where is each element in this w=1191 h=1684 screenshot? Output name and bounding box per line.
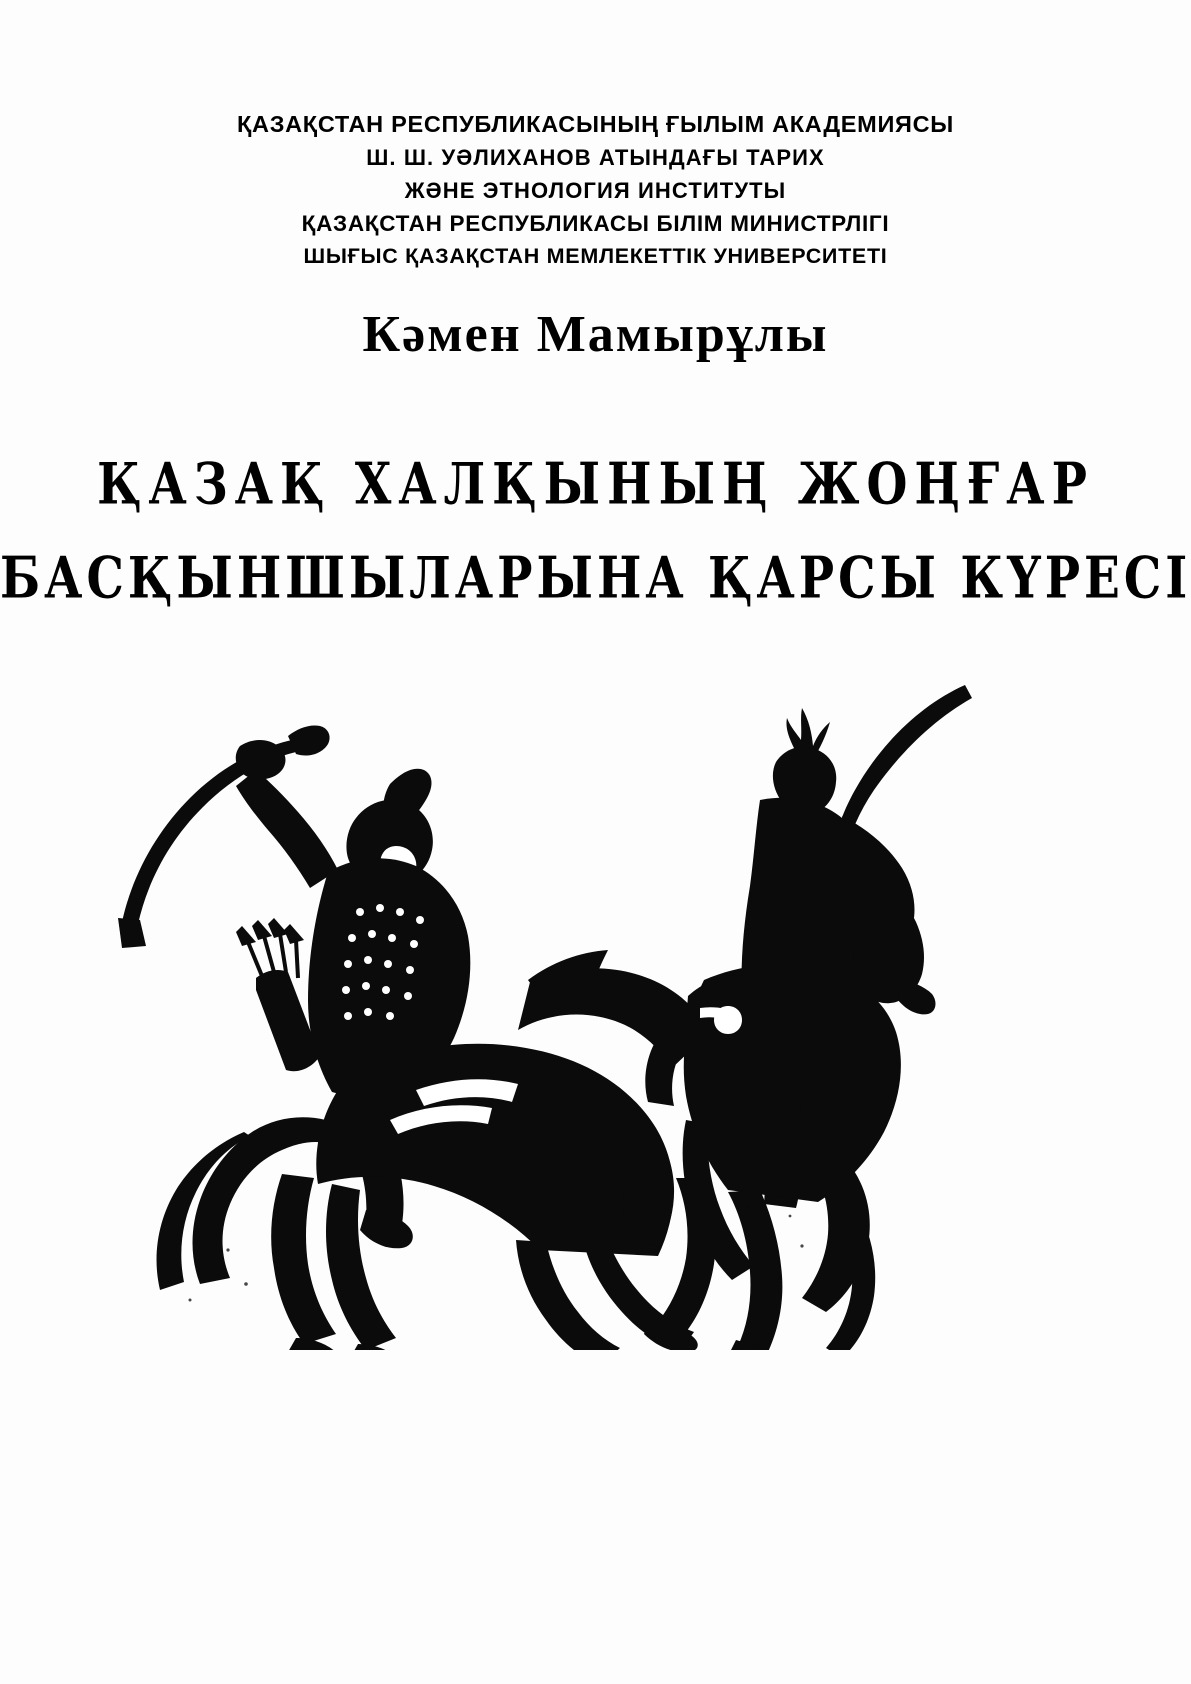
page-title [0, 440, 1191, 613]
affiliation-line-2: Ш. Ш. УӘЛИХАНОВ АТЫНДАҒЫ ТАРИХ [366, 145, 825, 170]
title-line-2: БАСҚЫНШЫЛАРЫНА ҚАРСЫ КҮРЕСІ [0, 544, 1191, 613]
author-name: Кәмен Мамырұлы [362, 306, 829, 363]
affiliation-line-1: ҚАЗАҚСТАН РЕСПУБЛИКАСЫНЫҢ ҒЫЛЫМ АКАДЕМИЯСЫ [236, 111, 955, 137]
title-line-1: ҚАЗАҚ ХАЛҚЫНЫҢ ЖОҢҒАР [97, 450, 1094, 519]
two-mounted-warriors-with-sabres-illustration [60, 650, 1060, 1350]
affiliation-line-4: ҚАЗАҚСТАН РЕСПУБЛИКАСЫ БІЛІМ МИНИСТРЛІГІ [301, 211, 890, 236]
affiliation-block [0, 108, 1191, 273]
affiliation-line-3: ЖӘНЕ ЭТНОЛОГИЯ ИНСТИТУТЫ [404, 178, 787, 203]
affiliation-line-5: ШЫҒЫС ҚАЗАҚСТАН МЕМЛЕКЕТТІК УНИВЕРСИТЕТІ [303, 244, 888, 268]
